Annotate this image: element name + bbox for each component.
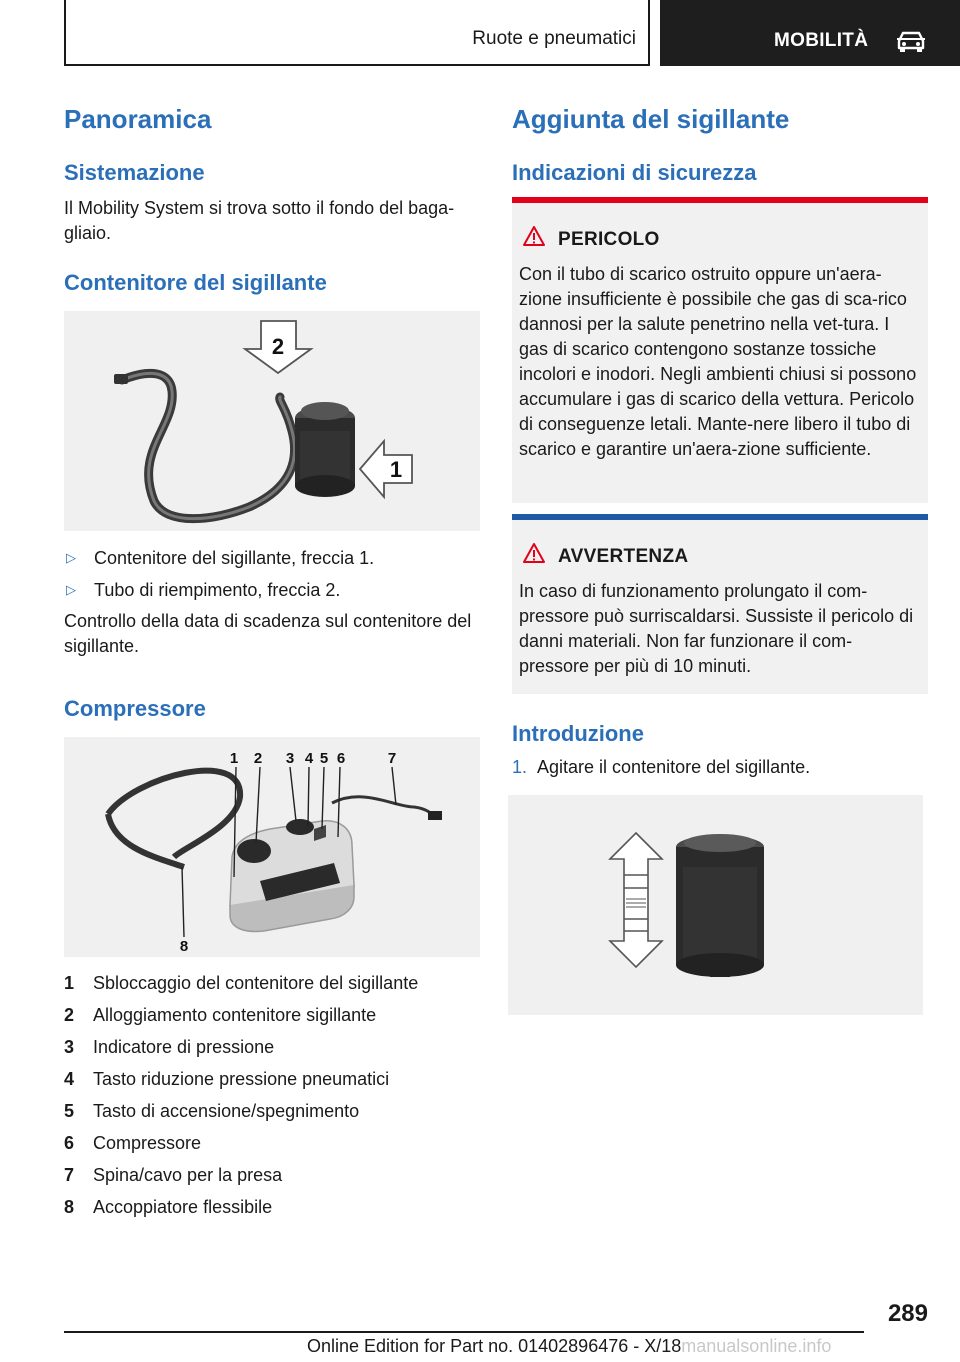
overview-heading: Panoramica [64, 104, 212, 134]
danger-warning-icon [522, 225, 546, 247]
danger-box [512, 197, 928, 503]
page-number: 289 [887, 1300, 928, 1327]
safety-heading: Indicazioni di sicurezza [512, 160, 757, 185]
caution-warning-icon [522, 542, 546, 564]
sealant-container-illustration [64, 311, 480, 531]
list-item: 8 Accoppiatore flessibile [64, 1197, 273, 1217]
compressor-heading: Compressore [64, 696, 206, 721]
danger-text: Con il tubo di scarico ostruito oppure un'aera-zione insufficiente è possibile che gas di sca-rico dannosi per la salute penetrino nella vet-tura. I gas di scarico contengono sostanze tossiche incolori e inodori. Negli ambienti chiusi si possono accumulare i gas di scarico della vettura. Pericolo di conseguenze letali. Mante-nere libero il tubo di scarico e garantire un'aera-zione sufficiente. [519, 264, 917, 459]
step-number: 1. [512, 757, 528, 777]
list-item: 1 Sbloccaggio del contenitore del sigillante [64, 973, 419, 993]
compressor-figure [64, 737, 480, 957]
car-icon [896, 30, 926, 52]
step-text: Agitare il contenitore del sigillante. [537, 757, 811, 777]
figure2-label-8: 8 [179, 938, 189, 955]
section-tab [64, 0, 650, 66]
triangle-bullet-icon: ▷ [66, 550, 76, 565]
figure2-label-2: 2 [253, 750, 263, 767]
footer-edition: Online Edition for Part no. 01402896476 - X/18manualsonline.info [307, 1336, 832, 1356]
introduction-heading: Introduzione [512, 721, 644, 746]
sealant-container-heading: Contenitore del sigillante [64, 270, 327, 295]
list-item: 7 Spina/cavo per la presa [64, 1165, 283, 1185]
danger-title: PERICOLO [558, 229, 660, 250]
list-item: 2 Alloggiamento contenitore sigillante [64, 1005, 377, 1025]
footer-watermark: manualsonline.info [681, 1336, 832, 1356]
figure2-label-1: 1 [229, 750, 239, 767]
chapter-tab [660, 0, 960, 66]
list-item: 6 Compressore [64, 1133, 202, 1153]
section-title: Ruote e pneumatici [472, 28, 636, 49]
sealant-item-list [64, 542, 480, 606]
figure1-label-1: 1 [389, 457, 403, 482]
footer-divider [64, 1331, 864, 1333]
add-sealant-heading: Aggiunta del sigillante [512, 104, 790, 134]
list-item: ▷ Tubo di riempimento, freccia 2. [64, 574, 480, 606]
location-text: Il Mobility System si trova sotto il fondo del baga-gliaio. [64, 198, 455, 243]
warning-box [512, 514, 928, 694]
figure2-label-4: 4 [304, 750, 314, 767]
location-heading: Sistemazione [64, 160, 205, 185]
page-header [64, 0, 960, 66]
expiry-text: Controllo della data di scadenza sul contenitore del sigillante. [64, 611, 472, 656]
triangle-bullet-icon: ▷ [66, 582, 76, 597]
step-1 [512, 757, 810, 778]
figure1-label-2: 2 [271, 334, 285, 359]
compressor-parts-list [64, 967, 480, 1223]
figure2-label-7: 7 [387, 750, 397, 767]
figure2-label-5: 5 [319, 750, 329, 767]
shake-container-illustration [508, 795, 923, 1015]
figure2-label-3: 3 [285, 750, 295, 767]
list-item: 3 Indicatore di pressione [64, 1037, 275, 1057]
warning-text: In caso di funzionamento prolungato il com-pressore può surriscaldarsi. Sussiste il pericolo di danni materiali. Non far funzionare il com-pressore per più di 10 minuti. [519, 581, 914, 676]
chapter-title: MOBILITÀ [774, 30, 869, 51]
sealant-container-figure [64, 311, 480, 531]
list-item: ▷ Contenitore del sigillante, freccia 1. [64, 542, 480, 574]
shake-container-figure [508, 795, 923, 1015]
figure2-label-6: 6 [336, 750, 346, 767]
list-item: 5 Tasto di accensione/spegnimento [64, 1101, 360, 1121]
warning-title: AVVERTENZA [558, 546, 689, 567]
compressor-illustration [64, 737, 480, 957]
list-item: 4 Tasto riduzione pressione pneumatici [64, 1069, 390, 1089]
